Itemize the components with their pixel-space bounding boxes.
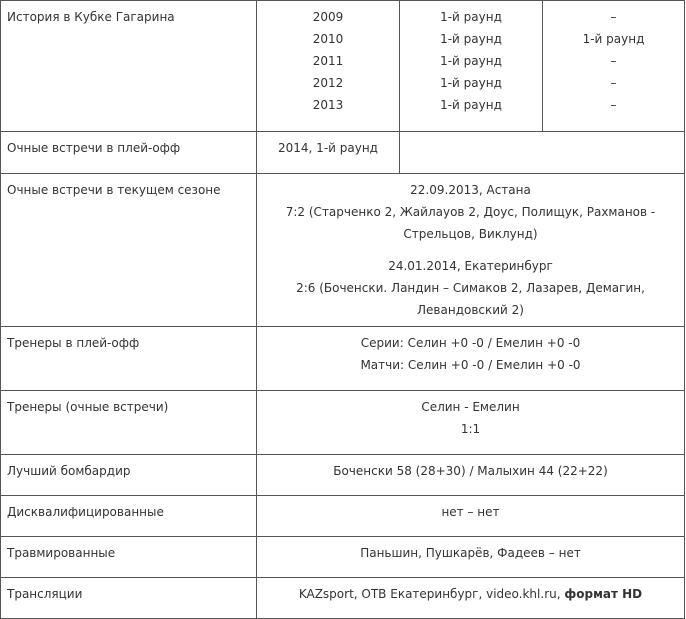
history-team1 (400, 1, 543, 132)
history-team2-result: – (610, 10, 617, 24)
history-team2-result: – (610, 76, 617, 90)
coaches-h2h-row (1, 391, 685, 455)
top-scorer-label: Лучший бомбардир (1, 455, 257, 496)
game-spacer (263, 245, 678, 255)
history-team1-result: 1-й раунд (440, 10, 502, 24)
coaches-series: Серии: Селин +0 -0 / Емелин +0 -0 (360, 336, 581, 350)
coaches-h2h-label: Тренеры (очные встречи) (1, 391, 257, 455)
injured-label: Травмированные (1, 537, 257, 578)
disqualified-label: Дисквалифицированные (1, 496, 257, 537)
playoff-meetings-row (1, 132, 685, 174)
broadcasts-label: Трансляции (1, 578, 257, 619)
playoff-meetings-label: Очные встречи в плей-офф (1, 132, 257, 174)
history-year: 2012 (312, 76, 344, 90)
game1-score: 7:2 (Старченко 2, Жайлауов 2, Доус, Полищук, Рахманов - Стрельцов, Виклунд) (285, 205, 656, 241)
coaches-playoff-value (257, 327, 685, 391)
coaches-playoff-label: Тренеры в плей-офф (1, 327, 257, 391)
history-team1-result: 1-й раунд (440, 32, 502, 46)
history-team1-result: 1-й раунд (440, 76, 502, 90)
history-year: 2011 (312, 54, 344, 68)
coaches-playoff-row (1, 327, 685, 391)
history-team2-result: 1-й раунд (582, 32, 645, 46)
broadcasts-format: формат HD (564, 587, 643, 601)
season-meetings-value (257, 174, 685, 327)
playoff-meetings-empty (400, 132, 685, 174)
injured-value: Паньшин, Пушкарёв, Фадеев – нет (257, 537, 685, 578)
history-team2 (543, 1, 685, 132)
coaches-h2h-value (257, 391, 685, 455)
history-year: 2009 (312, 10, 344, 24)
disqualified-row (1, 496, 685, 537)
top-scorer-row (1, 455, 685, 496)
broadcasts-row (1, 578, 685, 619)
playoff-meetings-value: 2014, 1-й раунд (257, 132, 400, 174)
injured-row (1, 537, 685, 578)
coaches-names: Селин - Емелин (421, 400, 520, 414)
top-scorer-value: Боченски 58 (28+30) / Малыхин 44 (22+22) (257, 455, 685, 496)
game1-header: 22.09.2013, Астана (410, 183, 531, 197)
history-team1-result: 1-й раунд (440, 54, 502, 68)
history-team2-result: – (610, 98, 617, 112)
history-label: История в Кубке Гагарина (1, 1, 257, 132)
history-row (1, 1, 685, 132)
coaches-score: 1:1 (460, 422, 481, 436)
broadcasts-value (257, 578, 685, 619)
game2-header: 24.01.2014, Екатеринбург (388, 259, 553, 273)
season-meetings-label: Очные встречи в текущем сезоне (1, 174, 257, 327)
history-team1-result: 1-й раунд (440, 98, 502, 112)
history-year: 2010 (312, 32, 344, 46)
game2-score: 2:6 (Боченски. Ландин – Симаков 2, Лазарев, Демагин, Левандовский 2) (296, 281, 645, 317)
broadcasts-channels: KAZsport, ОТВ Екатеринбург, video.khl.ru, (298, 587, 565, 601)
season-meetings-row (1, 174, 685, 327)
history-year: 2013 (312, 98, 344, 112)
history-years (257, 1, 400, 132)
coaches-matches: Матчи: Селин +0 -0 / Емелин +0 -0 (360, 358, 581, 372)
history-team2-result: – (610, 54, 617, 68)
disqualified-value: нет – нет (257, 496, 685, 537)
